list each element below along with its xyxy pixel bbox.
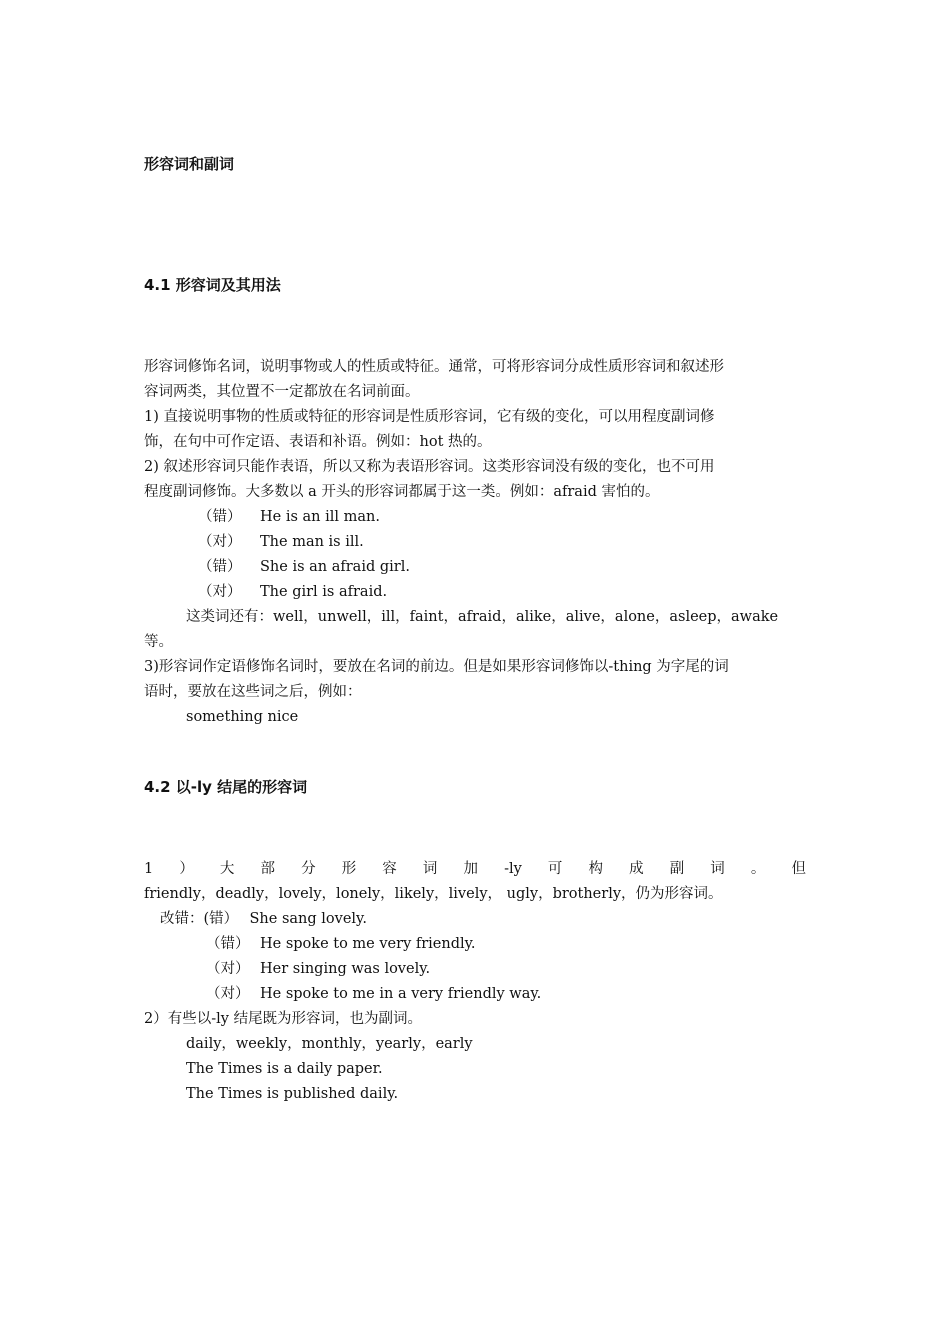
example-line: [198, 507, 380, 527]
ly-point-1-token: -ly: [504, 861, 522, 877]
ly-point-1-token: 1: [144, 861, 154, 877]
point-3-line-2: 语时，要放在这些词之后，例如：: [144, 684, 362, 700]
point-2-line-1: 2) 叙述形容词只能作表语，所以又称为表语形容词。这类形容词没有级的变化，也不可用: [144, 459, 715, 475]
ly-word-list: daily，weekly，monthly，yearly，early: [186, 1036, 473, 1052]
intro-paragraph-line-2: 容词两类，其位置不一定都放在名词前面。: [144, 384, 420, 400]
section-heading-4-1: 4.1 形容词及其用法: [144, 276, 281, 294]
ly-point-2-line: 2）有些以-ly 结尾既为形容词，也为副词。: [144, 1011, 423, 1027]
ly-point-1-token: 分: [301, 861, 316, 877]
also-words-line-1: 这类词还有：well，unwell，ill，faint，afraid，alike，alive，alone，asleep，awake: [186, 609, 779, 625]
example-text: The man is ill.: [260, 534, 364, 550]
ly-example-2: The Times is published daily.: [186, 1086, 399, 1102]
point-1-line-2: 饰，在句中可作定语、表语和补语。例如：hot 热的。: [144, 434, 492, 450]
point-3-line-1: 3)形容词作定语修饰名词时，要放在名词的前边。但是如果形容词修饰以-thing 为字尾的词: [144, 659, 729, 675]
section-heading-4-2: 4.2 以-ly 结尾的形容词: [144, 778, 308, 796]
correction-line: [206, 984, 541, 1004]
example-line: [198, 582, 387, 602]
document-title: 形容词和副词: [144, 155, 235, 173]
ly-point-1-token: 词: [710, 861, 725, 877]
example-line: [198, 557, 410, 577]
example-mark: （错）: [198, 509, 242, 525]
ly-point-1-line-2: friendly，deadly，lovely，lonely，likely，lively， ugly，brotherly，仍为形容词。: [144, 886, 723, 902]
point-2-line-2: 程度副词修饰。大多数以 a 开头的形容词都属于这一类。例如：afraid 害怕的。: [144, 484, 660, 500]
example-mark: （错）: [198, 559, 242, 575]
ly-point-1-token: 容: [382, 861, 397, 877]
correction-line: [160, 909, 367, 929]
ly-point-1-token: 可: [547, 861, 563, 877]
ly-point-1-token: 成: [629, 861, 644, 877]
example-mark: （对）: [198, 584, 242, 600]
ly-point-1-token: 部: [260, 861, 276, 877]
correction-mark: （对）: [206, 961, 250, 977]
correction-line: [206, 934, 476, 954]
also-words-line-2: 等。: [144, 634, 173, 650]
ly-point-1-token: 构: [588, 861, 603, 877]
ly-point-1-token: 但: [791, 861, 806, 877]
point-1-line-1: 1) 直接说明事物的性质或特征的形容词是性质形容词，它有级的变化，可以用程度副词修: [144, 409, 715, 425]
example-text: He is an ill man.: [260, 509, 380, 525]
correction-text: She sang lovely.: [249, 911, 367, 927]
correction-text: He spoke to me very friendly.: [260, 936, 476, 952]
correction-mark: （对）: [206, 986, 250, 1002]
ly-example-1: The Times is a daily paper.: [186, 1061, 383, 1077]
ly-point-1-token: 加: [463, 861, 478, 877]
ly-point-1-token: 。: [750, 861, 766, 877]
ly-point-1-line-1: [144, 859, 806, 879]
ly-point-1-token: 词: [422, 861, 438, 877]
example-text: The girl is afraid.: [260, 584, 388, 600]
correction-label: 改错：: [160, 911, 204, 927]
correction-text: He spoke to me in a very friendly way.: [260, 986, 542, 1002]
example-text: She is an afraid girl.: [260, 559, 410, 575]
example-line: [198, 532, 364, 552]
correction-mark: (错）: [203, 911, 239, 927]
correction-text: Her singing was lovely.: [260, 961, 431, 977]
ly-point-1-token: 大: [219, 861, 235, 877]
ly-point-1-token: ）: [179, 861, 194, 877]
ly-point-1-token: 形: [341, 861, 357, 877]
correction-line: [206, 959, 430, 979]
correction-mark: （错）: [206, 936, 250, 952]
intro-paragraph-line-1: 形容词修饰名词，说明事物或人的性质或特征。通常，可将形容词分成性质形容词和叙述形: [144, 359, 724, 375]
ly-point-1-token: 副: [669, 861, 685, 877]
example-mark: （对）: [198, 534, 242, 550]
point-3-example: something nice: [186, 709, 299, 725]
